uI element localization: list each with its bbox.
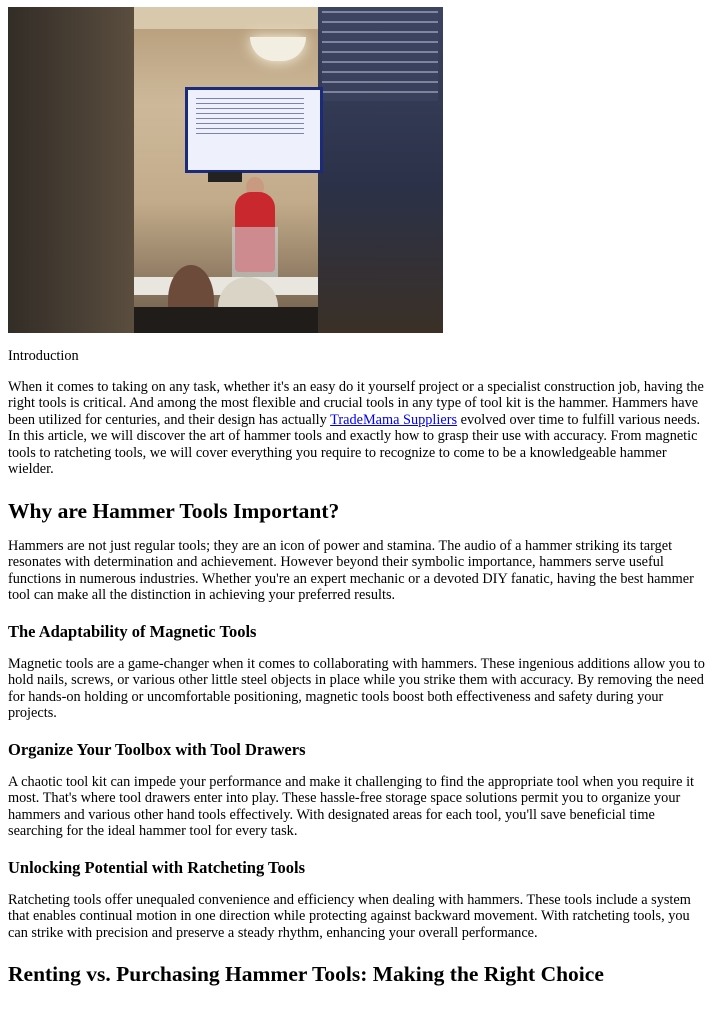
section-heading: Renting vs. Purchasing Hammer Tools: Making the Right Choice bbox=[8, 962, 604, 986]
section-paragraph: A chaotic tool kit can impede your performance and make it challenging to find the appropriate tool when you require it most. That's where tool drawers enter into play. These hassle-free storage space solutions permit you to organize your hammers and various other hand tools effectively. With designated areas for each tool, you'll save beneficial time searching for the ideal hammer tool for every task. bbox=[8, 773, 695, 839]
subsection-heading: Unlocking Potential with Ratcheting Tools bbox=[8, 857, 306, 877]
section-paragraph: Hammers are not just regular tools; they are an icon of power and stamina. The audio of a hammer striking its target resonates with determination and achievement. However beyond their symbolic importance, hammers serve useful functions in numerous industries. Whether you're an expert mechanic or a devoted DIY fanatic, having the best hammer tool can make all the distinction in achieving your preferred results. bbox=[8, 537, 694, 603]
hero-image-right-blur bbox=[318, 7, 443, 333]
section-heading: Why are Hammer Tools Important? bbox=[8, 498, 340, 523]
trademama-suppliers-link[interactable]: TradeMama Suppliers bbox=[330, 411, 458, 428]
subsection-heading: Organize Your Toolbox with Tool Drawers bbox=[8, 739, 306, 759]
hero-image bbox=[8, 7, 443, 333]
intro-label: Introduction bbox=[8, 348, 79, 364]
presentation-screen bbox=[185, 87, 323, 173]
subsection-heading: The Adaptability of Magnetic Tools bbox=[8, 621, 257, 641]
section-paragraph: Magnetic tools are a game-changer when it comes to collaborating with hammers. These ingenious additions allow you to hold nails, screws, or various other little steel objects in place while you strike them with accuracy. By removing the need for hands-on holding or uncomfortable positioning, magnetic tools boost both effectiveness and safety during your projects. bbox=[8, 655, 705, 721]
intro-paragraph: When it comes to taking on any task, whether it's an easy do it yourself project or a specialist construction job, having the right tools is critical. And among the most flexible and crucial tools in any type of tool kit is the hammer. Hammers have been utilized for centuries, and their design has actually TradeMama Suppliers evolved over time to fulfill various needs. In this article, we will discover the art of hammer tools and exactly how to grasp their use with accuracy. From magnetic tools to ratcheting tools, we will cover everything you require to recognize to come to be a knowledgeable hammer wielder. bbox=[8, 378, 704, 477]
hero-image-left-blur bbox=[8, 7, 134, 333]
podium bbox=[232, 227, 278, 282]
section-paragraph: Ratcheting tools offer unequaled convenience and efficiency when dealing with hammers. These tools include a system that enables continual motion in one direction while protecting against backward movement. With ratcheting tools, you can strike with precision and preserve a steady rhythm, enhancing your overall performance. bbox=[8, 891, 691, 941]
